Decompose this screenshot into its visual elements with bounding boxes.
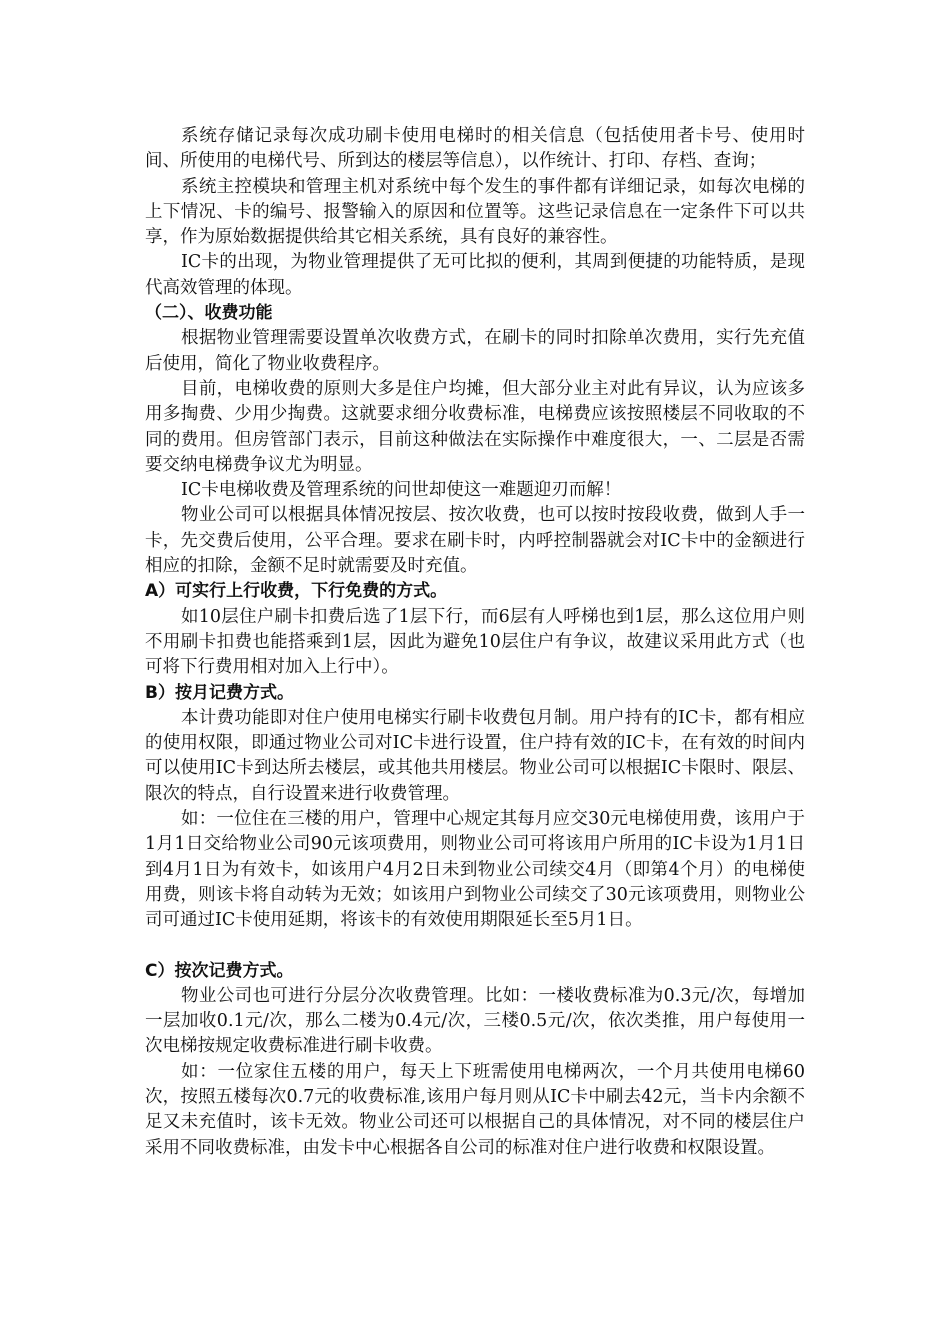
paragraph: 如：一位住在三楼的用户，管理中心规定其每月应交30元电梯使用费，该用户于1月1日交给物业公司90元该项费用，则物业公司可将该用户所用的IC卡设为1月1日到4月1日为有效卡，如该用户4月2日未到物业公司续交4月（即第4个月）的电梯使用费，则该卡将自动转为无效；如该用户到物业公司续交了30元该项费用，则物业公司可通过IC卡使用延期，将该卡的有效使用期限延长至5月1日。 [145,809,805,931]
subheading-a: A）可实行上行收费，下行免费的方式。 [145,581,448,602]
subheading-c: C）按次记费方式。 [145,960,294,981]
paragraph: 系统存储记录每次成功刷卡使用电梯时的相关信息（包括使用者卡号、使用时间、所使用的电梯代号、所到达的楼层等信息），以作统计、打印、存档、查询； [145,126,805,172]
paragraph: 物业公司也可进行分层分次收费管理。比如：一楼收费标准为0.3元/次，每增加一层加收0.1元/次，那么二楼为0.4元/次，三楼0.5元/次，依次类推，用户每使用一次电梯按规定收费标准进行刷卡收费。 [145,985,805,1057]
blank-line [145,934,805,959]
section-heading: （二）、收费功能 [145,303,273,324]
paragraph: 目前，电梯收费的原则大多是住户均摊，但大部分业主对此有异议，认为应该多用多掏费、少用少掏费。这就要求细分收费标准，电梯费应该按照楼层不同收取的不同的费用。但房管部门表示，目前这种做法在实际操作中难度很大，一、二层是否需要交纳电梯费争议尤为明显。 [145,378,805,475]
subheading-b: B）按月记费方式。 [145,682,294,703]
document-page [145,124,805,1161]
paragraph: IC卡电梯收费及管理系统的问世却使这一难题迎刃而解！ [181,480,622,501]
paragraph: 物业公司可以根据具体情况按层、按次收费，也可以按时按段收费，做到人手一卡，先交费后使用，公平合理。要求在刷卡时，内呼控制器就会对IC卡中的金额进行相应的扣除，金额不足时就需要及时充值。 [145,505,805,577]
paragraph: 如：一位家住五楼的用户，每天上下班需使用电梯两次，一个月共使用电梯60次，按照五楼每次0.7元的收费标准,该用户每月则从IC卡中刷去42元，当卡内余额不足又未充值时，该卡无效。物业公司还可以根据自己的具体情况，对不同的楼层住户采用不同收费标准，由发卡中心根据各自公司的标准对住户进行收费和权限设置。 [145,1061,805,1158]
paragraph: 根据物业管理需要设置单次收费方式，在刷卡的同时扣除单次费用，实行先充值后使用，简化了物业收费程序。 [145,328,805,374]
paragraph: 本计费功能即对住户使用电梯实行刷卡收费包月制。用户持有的IC卡，都有相应的使用权限，即通过物业公司对IC卡进行设置，住户持有效的IC卡，在有效的时间内可以使用IC卡到达所去楼层，或其他共用楼层。物业公司可以根据IC卡限时、限层、限次的特点，自行设置来进行收费管理。 [145,707,805,804]
paragraph: IC卡的出现，为物业管理提供了无可比拟的便利，其周到便捷的功能特质，是现代高效管理的体现。 [145,252,805,298]
paragraph: 如10层住户刷卡扣费后选了1层下行，而6层有人呼梯也到1层，那么这位用户则不用刷卡扣费也能搭乘到1层，因此为避免10层住户有争议，故建议采用此方式（也可将下行费用相对加入上行中）。 [145,606,805,678]
paragraph: 系统主控模块和管理主机对系统中每个发生的事件都有详细记录，如每次电梯的上下情况、卡的编号、报警输入的原因和位置等。这些记录信息在一定条件下可以共享，作为原始数据提供给其它相关系统，具有良好的兼容性。 [145,176,805,248]
